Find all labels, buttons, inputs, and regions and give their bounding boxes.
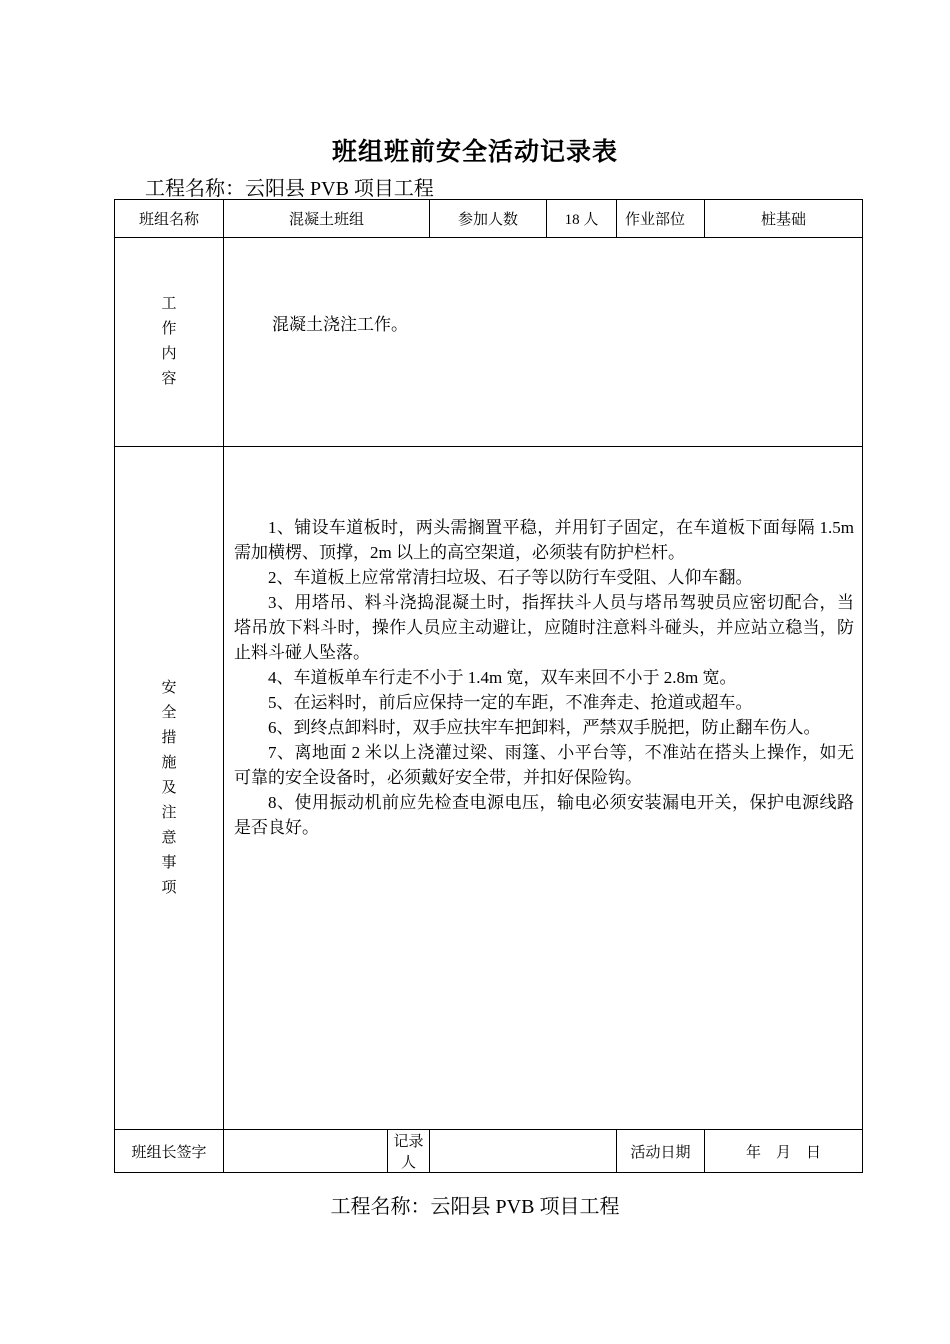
safety-item: 2、车道板上应常常清扫垃圾、石子等以防行车受阻、人仰车翻。 (268, 568, 753, 587)
safety-item: 8、使用振动机前应先检查电源电压，输电必须安装漏电开关，保护电源线路是否良好。 (234, 793, 855, 837)
safety-item: 4、车道板单车行走不小于 1.4m 宽，双车来回不小于 2.8m 宽。 (268, 668, 737, 687)
signature-row (115, 1130, 863, 1173)
safety-label-char: 及 (161, 779, 177, 796)
safety-label-char: 安 (161, 679, 177, 696)
activity-date-label: 活动日期 (617, 1130, 705, 1173)
work-label-char: 工 (161, 296, 177, 312)
work-content-label (115, 238, 224, 447)
safety-label-char: 注 (161, 804, 177, 821)
team-info-row (115, 200, 863, 238)
participant-count-label: 参加人数 (430, 200, 547, 238)
safety-measures-label (115, 447, 224, 1130)
team-leader-signature-label: 班组长签字 (115, 1130, 224, 1173)
recorder-label: 记录人 (388, 1130, 430, 1173)
safety-measures-cell (224, 447, 863, 1130)
document-title: 班组班前安全活动记录表 (331, 139, 618, 166)
team-name-label: 班组名称 (115, 200, 224, 238)
safety-item: 7、离地面 2 米以上浇灌过梁、雨篷、小平台等，不准站在搭头上操作，如无可靠的安全设备时，必须戴好安全带，并扣好保险钩。 (234, 743, 855, 787)
safety-label-char: 意 (161, 829, 177, 846)
safety-label-char: 项 (161, 879, 177, 896)
work-content-text: 混凝土浇注工作。 (272, 315, 408, 334)
safety-measures-row (115, 447, 863, 1130)
team-leader-signature-field (224, 1130, 388, 1173)
activity-date-value: 年 月 日 (705, 1130, 863, 1173)
safety-label-char: 措 (161, 729, 177, 746)
safety-item: 1、铺设车道板时，两头需搁置平稳，并用钉子固定，在车道板下面每隔 1.5m 需加横楞、顶撑，2m 以上的高空架道，必须装有防护栏杆。 (234, 518, 855, 562)
team-name-value: 混凝土班组 (224, 200, 430, 238)
record-table (114, 199, 863, 1173)
safety-label-char: 全 (161, 704, 177, 721)
project-name-footer: 工程名称：云阳县 PVB 项目工程 (330, 1196, 620, 1218)
work-content-row (115, 238, 863, 447)
safety-item: 5、在运料时，前后应保持一定的车距，不准奔走、抢道或超车。 (268, 693, 753, 712)
safety-label-char: 事 (161, 854, 177, 871)
safety-label-char: 施 (161, 754, 177, 771)
project-name-header: 工程名称：云阳县 PVB 项目工程 (145, 178, 434, 200)
recorder-field (430, 1130, 617, 1173)
work-label-char: 容 (161, 371, 177, 387)
work-location-value: 桩基础 (705, 200, 863, 238)
work-label-char: 内 (161, 346, 177, 362)
participant-count-value: 18 人 (547, 200, 617, 238)
safety-item: 3、用塔吊、料斗浇捣混凝土时，指挥扶斗人员与塔吊驾驶员应密切配合，当塔吊放下料斗时，操作人员应主动避让，应随时注意料斗碰头，并应站立稳当，防止料斗碰人坠落。 (234, 593, 855, 662)
safety-item: 6、到终点卸料时，双手应扶牢车把卸料，严禁双手脱把，防止翻车伤人。 (268, 718, 821, 737)
work-label-char: 作 (161, 321, 177, 337)
work-location-label: 作业部位 (617, 200, 705, 238)
work-content-cell (224, 238, 863, 447)
